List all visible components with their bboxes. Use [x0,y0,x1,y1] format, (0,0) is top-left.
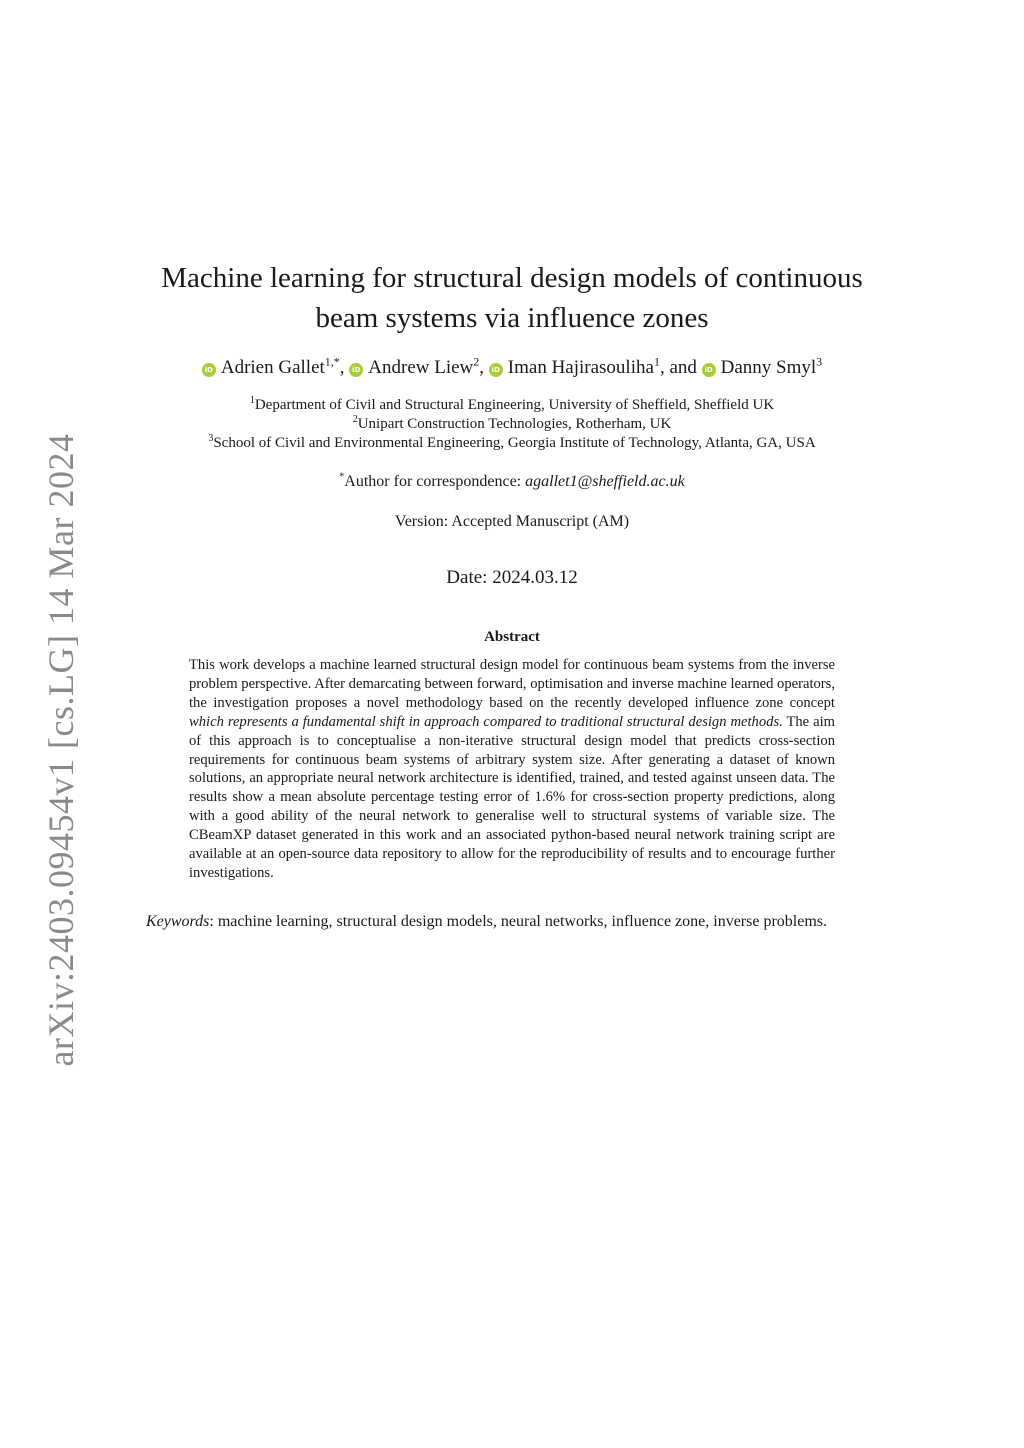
keywords-colon: : [209,913,218,930]
author-separator: , [479,357,489,378]
author [702,354,823,378]
version-line: Version: Accepted Manuscript (AM) [394,513,630,530]
affiliation [120,415,904,434]
author-name: Adrien Gallet [220,357,325,378]
affiliation-mark: 1 [249,395,255,406]
abstract-italic-phrase: which represents a fundamental shift in approach compared to traditional structural design methods. [189,713,783,730]
orcid-icon[interactable]: iD [489,363,503,377]
orcid-icon[interactable]: iD [202,363,216,377]
affiliation-mark: 2 [352,414,358,425]
author-affiliation-mark: 1,* [324,354,340,369]
affiliation-mark: 3 [208,433,214,444]
keywords-text: machine learning, structural design models, neural networks, influence zone, inverse problems. [217,913,827,930]
abstract-part-1: This work develops a machine learned structural design model for continuous beam systems from the inverse problem perspective. After demarcating between forward, optimisation and inverse machine learned operators, the investigation proposes a novel methodology based on the recently developed influence zone concept [189,657,835,711]
affiliation-text: Department of Civil and Structural Engineering, University of Sheffield, Sheffield UK [254,397,775,413]
affiliation [120,396,904,415]
author-separator: , [339,357,350,378]
affiliation-list [120,396,904,453]
author-affiliation-mark: 3 [816,354,823,369]
correspondence-mark: * [339,471,345,483]
orcid-icon[interactable]: iD [702,363,716,377]
orcid-icon[interactable]: iD [349,363,363,377]
paper-title [140,258,884,338]
abstract-heading: Abstract [484,629,540,645]
title-line-2: beam systems via influence zones [315,302,709,334]
author-affiliation-mark: 1 [653,354,660,369]
abstract-part-2: The aim of this approach is to conceptualise a non-iterative structural design model that predicts cross-section requirements for continuous beam systems of arbitrary system size. After generating a dataset of known solutions, an appropriate neural network architecture is identified, trained, and tested against unseen data. The results show a mean absolute percentage testing error of 1.6% for cross-section property predictions, along with a good ability of the neural network to generalise well to structural systems of variable size. The CBeamXP dataset generated in this work and an associated python-based neural network training script are available at an open-source data repository to allow for the reproducibility of results and to encourage further investigations. [189,713,836,881]
date-line: Date: 2024.03.12 [446,567,578,588]
affiliation-text: Unipart Construction Technologies, Rotherham, UK [357,416,672,432]
author-name: Danny Smyl [720,357,817,378]
author-affiliation-mark: 2 [473,354,480,369]
correspondence-label: Author for correspondence: [344,473,526,490]
abstract-text [189,656,835,883]
author-name: Iman Hajirasouliha [507,357,654,378]
correspondence-line [120,472,904,492]
author [349,354,489,378]
author-list [100,355,924,381]
title-line-1: Machine learning for structural design models of continuous [161,262,863,294]
affiliation [120,434,904,453]
author [202,354,350,378]
keywords-label: Keywords [146,913,210,930]
correspondence-email[interactable]: agallet1@sheffield.ac.uk [525,473,685,490]
arxiv-side-identifier: arXiv:2403.09454v1 [cs.LG] 14 Mar 2024 [41,433,81,1067]
author [489,354,702,378]
author-name: Andrew Liew [368,357,474,378]
author-separator: , and [659,357,702,378]
keywords-line [146,912,878,932]
affiliation-text: School of Civil and Environmental Engineering, Georgia Institute of Technology, Atlanta, GA, USA [213,435,816,451]
